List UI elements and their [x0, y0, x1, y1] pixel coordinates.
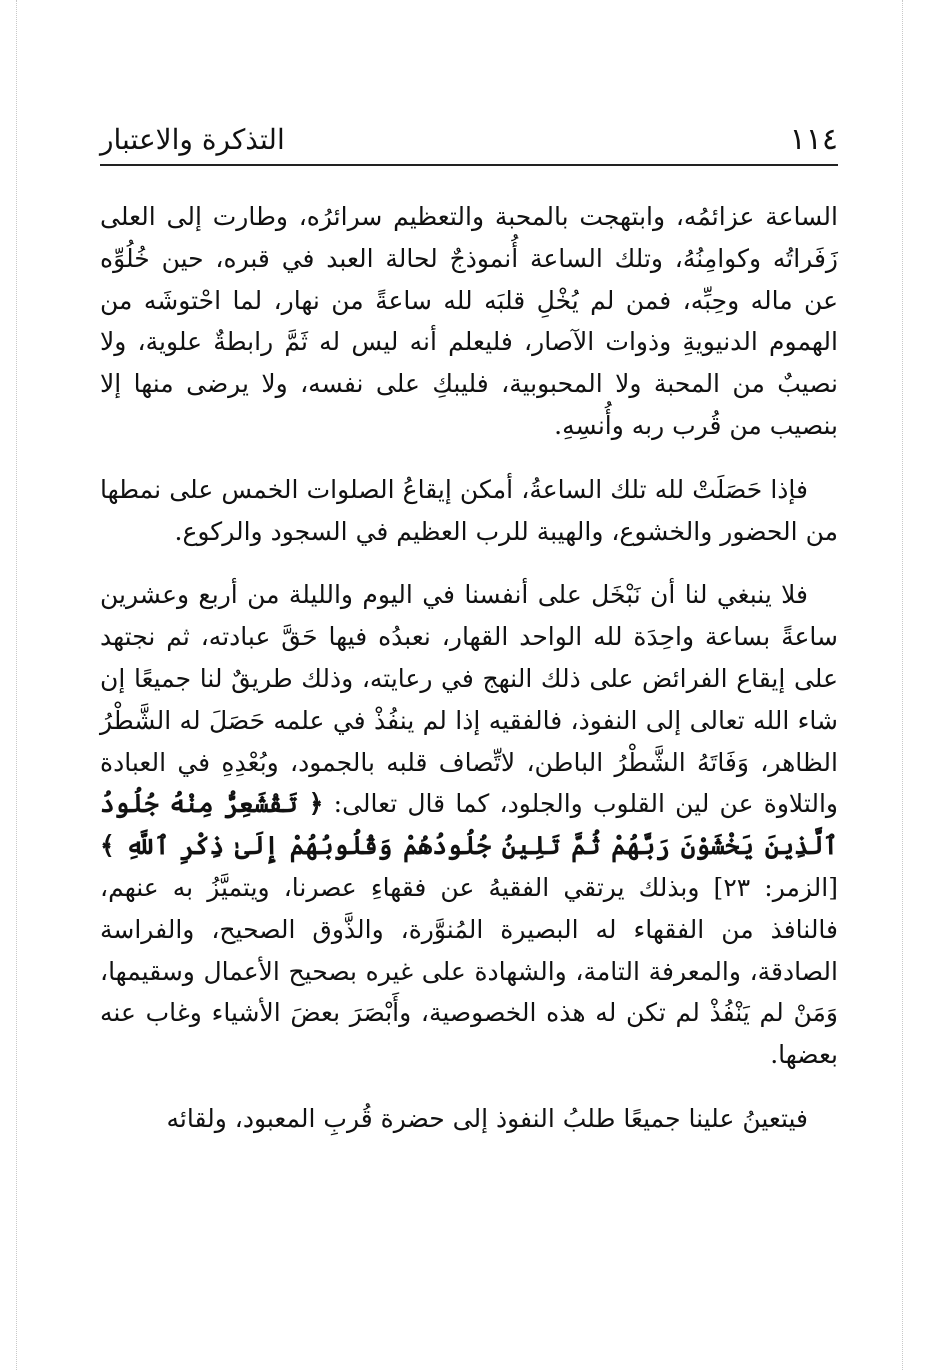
page-number: ١١٤: [789, 122, 838, 157]
paragraph-2: فإذا حَصَلَتْ لله تلك الساعةُ، أمكن إيقاعُ الصلوات الخمس على نمطها من الحضور والخشوع، والهيبة للرب العظيم في السجود والركوع.: [100, 474, 838, 546]
scan-guide-left: [16, 0, 17, 1370]
paragraph-4: فيتعينُ علينا جميعًا طلبُ النفوذ إلى حضرة قُربِ المعبود، ولقائه: [166, 1103, 808, 1133]
running-title: التذكرة والاعتبار: [100, 123, 285, 156]
paragraph-3-text-after: [الزمر: ٢٣] وبذلك يرتقي الفقيهُ عن فقهاءِ عصرنا، ويتميَّزُ به عنهم، فالنافذ من الفقهاء له البصيرة المُنوَّرة، والذَّوق الصحيح، والفراسة الصادقة، والمعرفة التامة، والشهادة على غيره بصحيح الأعمال وسقيمها، وَمَنْ لم يَنْفُذْ لم تكن له هذه الخصوصية، وأَبْصَرَ بعضَ الأشياء وغاب عنه بعضها.: [100, 872, 838, 1070]
page-header: [100, 118, 838, 168]
paragraph-3: [100, 574, 838, 1076]
quran-verse: ﴿ تَقْشَعِرُّ مِنْهُ جُلُودُ ٱلَّذِينَ يَخْشَوْنَ رَبَّهُمْ ثُمَّ تَلِينُ جُلُودُهُمْ وَقُلُوبُهُمْ إِلَىٰ ذِكْرِ ٱللَّهِ ﴾: [100, 789, 838, 861]
header-rule: [100, 164, 838, 166]
paragraph-1: الساعة عزائمُه، وابتهجت بالمحبة والتعظيم سرائرُه، وطارت إلى العلى زَفَراتُه وكوامِنُهُ، وتلك الساعة أُنموذجٌ لحالة العبد في قبره، حين خُلُوِّه عن ماله وحِبِّه، فمن لم يُخْلِ قلبَه لله ساعةً من نهار، لما احْتوشَه من الهموم الدنيويةِ وذوات الآصار، فليعلم أنه ليس له ثَمَّ رابطةٌ علوية، ولا نصيبٌ من المحبة ولا المحبوبية، فليبكِ على نفسه، ولا يرضى منها إلا بنصيب من قُرب ربه وأُنسِهِ.: [100, 202, 838, 440]
scan-guide-right: [902, 0, 903, 1370]
paragraph-3-text-before: فلا ينبغي لنا أن نَبْخَل على أنفسنا في اليوم والليلة من أربع وعشرين ساعةً بساعة واحِدَة لله الواحد القهار، نعبدُه فيها حَقَّ عبادته، ثم نجتهد على إيقاع الفرائض على ذلك النهج في رعايته، وذلك طريقٌ لنا جميعًا إن شاء الله تعالى إلى النفوذ، فالفقيه إذا لم ينفُذْ في علمه حَصَلَ له الشَّطْرُ الظاهر، وَفَاتَهُ الشَّطْرُ الباطن، لاتِّصاف قلبه بالجمود، وبُعْدِهِ في العبادة والتلاوة عن لين القلوب والجلود، كما قال تعالى:: [100, 580, 838, 819]
page-body: [100, 196, 838, 1140]
